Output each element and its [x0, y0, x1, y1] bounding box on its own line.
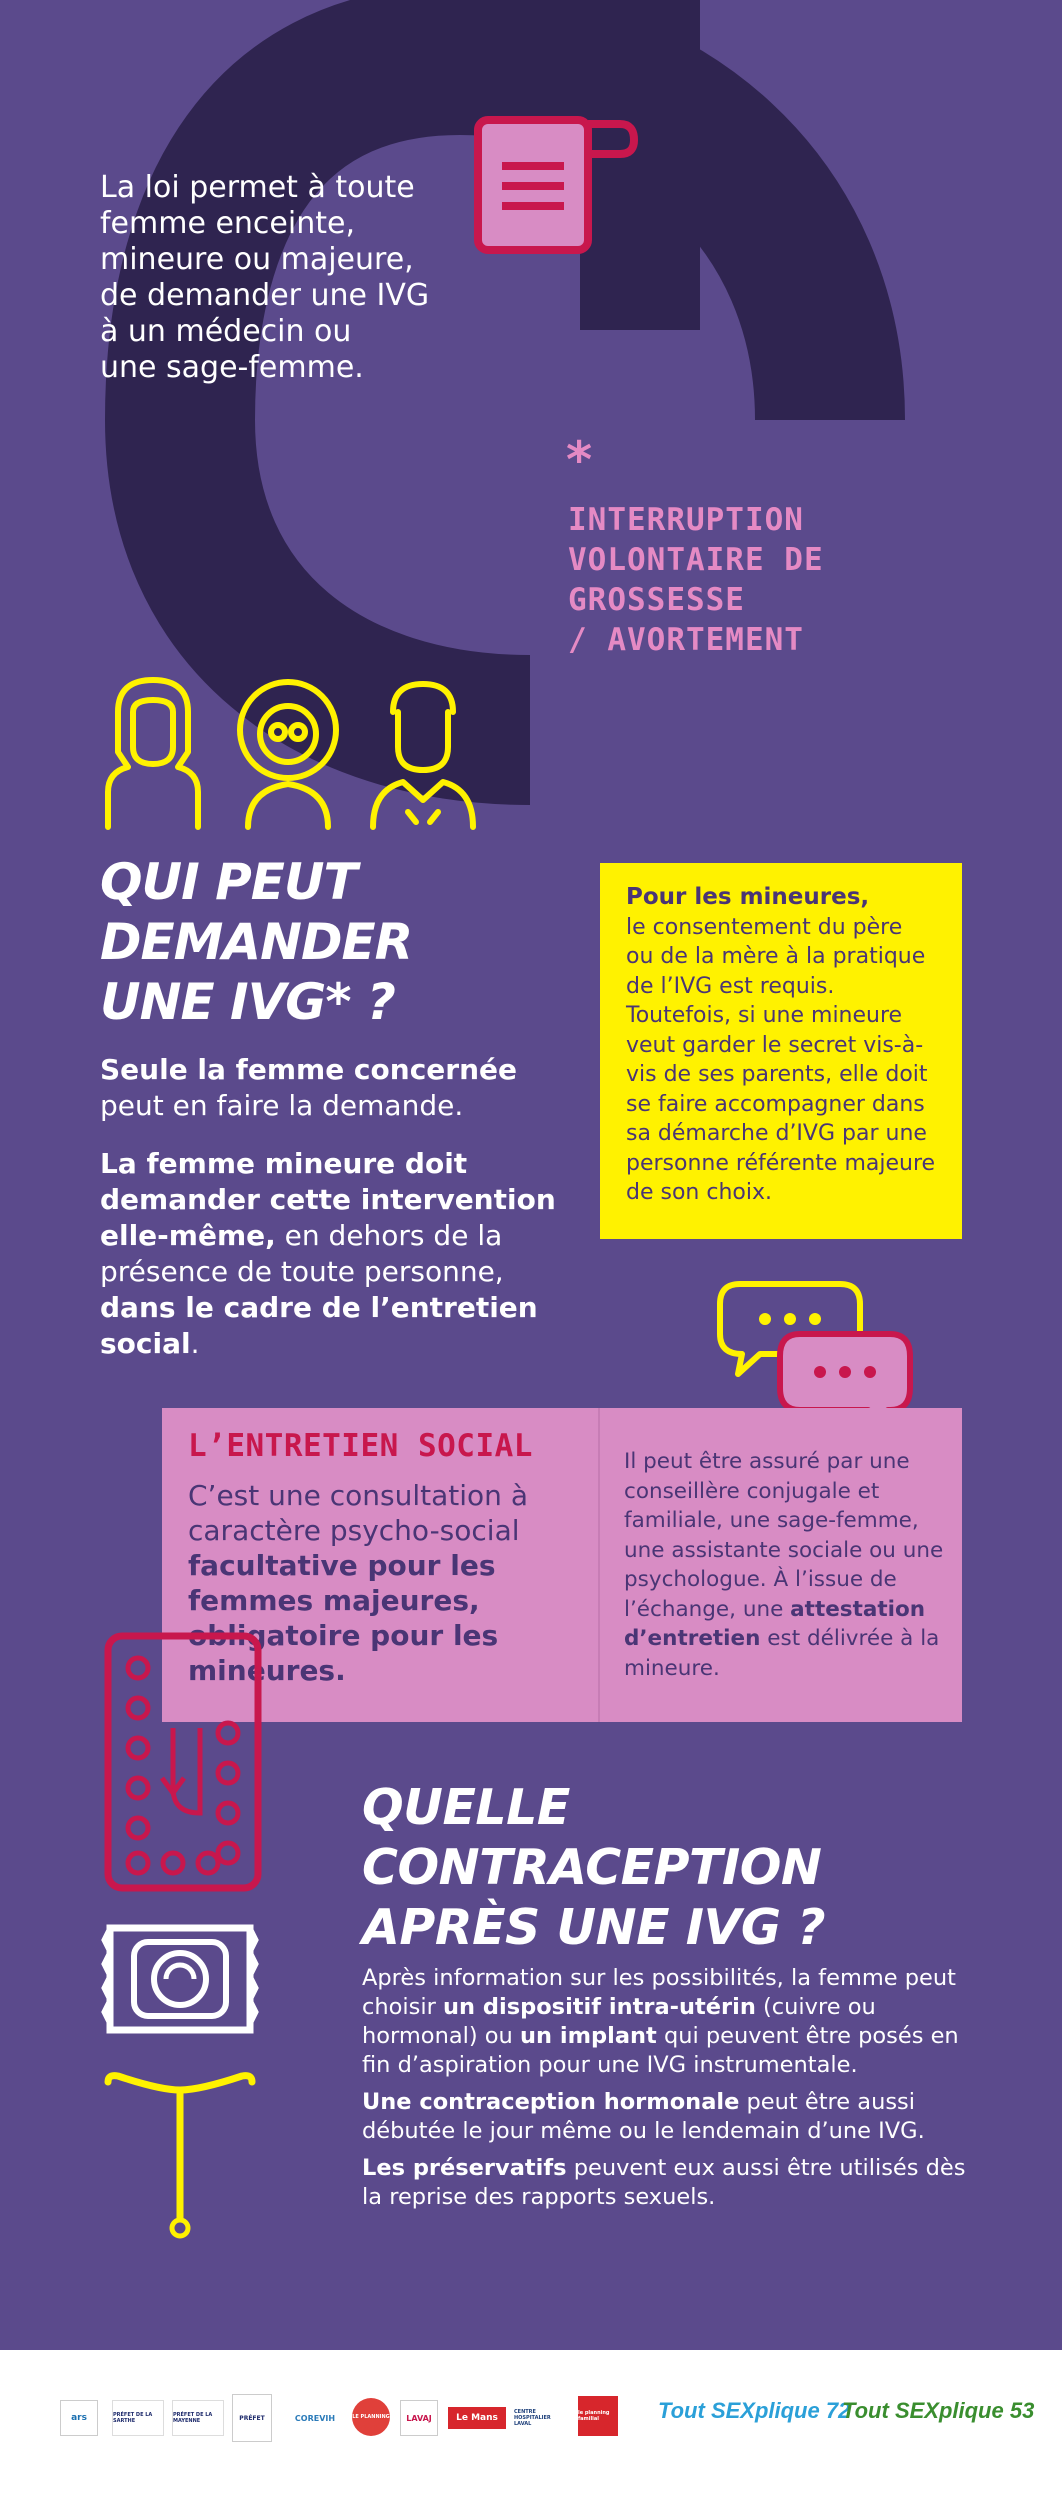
who-title: QUI PEUT DEMANDER UNE IVG* ? — [100, 853, 413, 1031]
centre-hospitalier-logo: CENTRE HOSPITALIER LAVAL — [514, 2409, 551, 2427]
planning-familial-logo: le planning familial — [578, 2396, 618, 2436]
contraception-paragraph-2: Une contraception hormonale peut être aussi débutée le jour même ou le lendemain d’une IVG. — [362, 2089, 925, 2144]
interview-right-text: Il peut être assuré par une conseillère conjugale et familiale, une sage-femme, une assistante sociale ou une psychologue. À l’issue de l’échange, une attestation d’entretien est délivrée à la mineure. — [624, 1449, 944, 1681]
contraception-paragraph-3: Les préservatifs peuvent eux aussi être utilisés dès la reprise des rapports sexuels. — [362, 2155, 966, 2210]
intro-text: La loi permet à toute femme enceinte, mineure ou majeure, de demander une IVG à un médecin ou une sage-femme. — [100, 170, 430, 385]
prefet-sarthe-logo: PRÉFET DE LA SARTHE — [112, 2400, 164, 2436]
corevih-logo: COREVIH — [294, 2413, 336, 2423]
pill-pack-icon — [100, 1628, 270, 1898]
prefet-logo: PRÉFET — [232, 2394, 272, 2442]
lavaj-logo: LAVAJ — [400, 2400, 438, 2436]
who-paragraph-1: Seule la femme concernée peut en faire la demande. — [100, 1053, 518, 1122]
ivg-definition: INTERRUPTION VOLONTAIRE DE GROSSESSE / AVORTEMENT — [568, 502, 824, 658]
interview-divider — [598, 1408, 600, 1722]
le-mans-logo: Le Mans — [448, 2407, 506, 2429]
asterisk-icon: * — [566, 431, 593, 489]
women-icons — [98, 672, 478, 832]
prefet-mayenne-logo: PRÉFET DE LA MAYENNE — [172, 2400, 224, 2436]
who-paragraph-2: La femme mineure doit demander cette intervention elle-même, en dehors de la présence de toute personne, dans le cadre de l’entretien social. — [100, 1147, 556, 1360]
contraception-paragraph-1: Après information sur les possibilités, la femme peut choisir un dispositif intra-utérin (cuivre ou hormonal) ou un implant qui peuvent être posés en fin d’aspiration pour une IVG instrumentale. — [362, 1965, 959, 2078]
contraception-title: QUELLE CONTRACEPTION APRÈS UNE IVG ? — [362, 1779, 826, 1956]
tout-sexplique-53-logo: Tout SEXplique 53 — [842, 2398, 1035, 2423]
interview-title: L’ENTRETIEN SOCIAL — [188, 1428, 533, 1464]
condom-icon — [100, 1918, 260, 2040]
planning-logo: LE PLANNING — [352, 2398, 390, 2436]
interview-left-text: C’est une consultation à caractère psycho-social facultative pour les femmes majeures, obligatoire pour les mineures. — [188, 1479, 528, 1687]
tout-sexplique-72-logo: Tout SEXplique 72 — [658, 2398, 851, 2423]
ars-logo: ars — [60, 2400, 98, 2436]
iud-icon — [100, 2070, 260, 2242]
minors-info-box: Pour les mineures, le consentement du père ou de la mère à la pratique de l’IVG est requis. Toutefois, si une mineure veut garder le secret vis-à-vis de ses parents, elle doit se faire accompagner dans sa démarche d’IVG par une personne référente majeure de son choix. — [600, 863, 962, 1239]
